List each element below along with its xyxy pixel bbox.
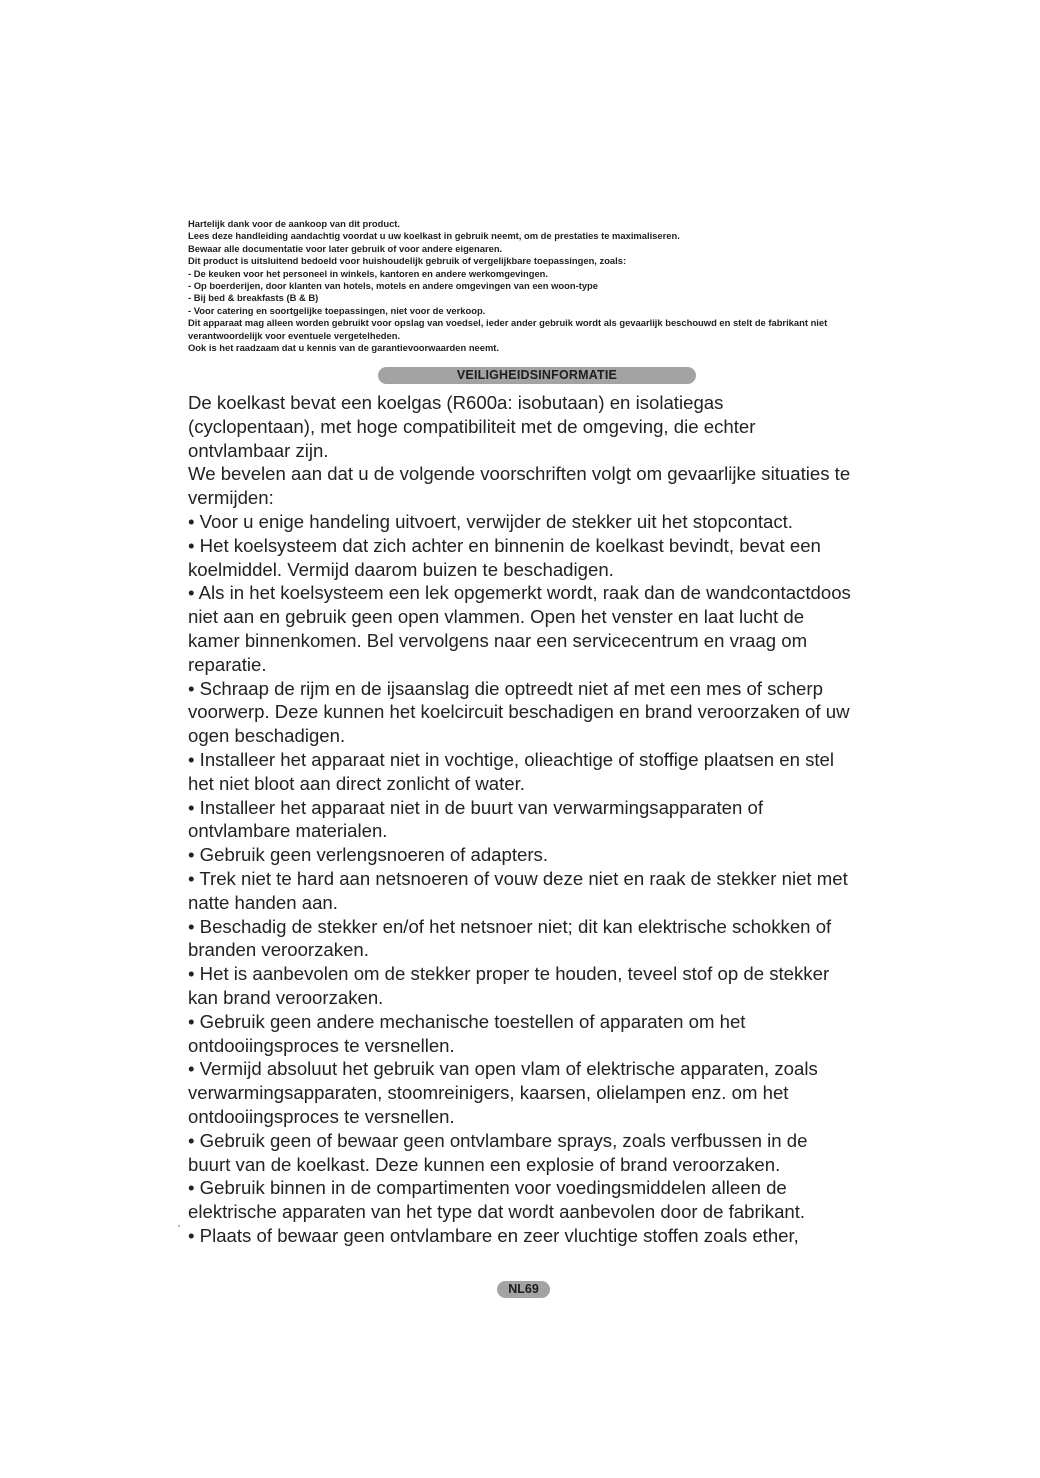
bullet-item: • Plaats of bewaar geen ontvlambare en zeer vluchtige stoffen zoals ether, xyxy=(188,1224,799,1246)
intro-line: Dit apparaat mag alleen worden gebruikt voor opslag van voedsel, ieder ander gebruik wordt als gevaarlijk beschouwd en stelt de fabrikant niet verantwoordelijk voor eventuele vergetelheden. xyxy=(188,317,828,341)
intro-line: Dit product is uitsluitend bedoeld voor huishoudelijk gebruik of vergelijkbare toepassingen, zoals: xyxy=(188,255,627,267)
stray-mark: · xyxy=(177,1218,181,1232)
bullet-item: • Voor u enige handeling uitvoert, verwijder de stekker uit het stopcontact. xyxy=(188,510,793,532)
bullet-item: • Beschadig de stekker en/of het netsnoer niet; dit kan elektrische schokken of branden veroorzaken. xyxy=(188,915,832,961)
bullet-item: • Het koelsysteem dat zich achter en binnenin de koelkast bevindt, bevat een koelmiddel. Vermijd daarom buizen te beschadigen. xyxy=(188,534,821,580)
section-title-safety: VEILIGHEIDSINFORMATIE xyxy=(378,367,696,384)
intro-line: Hartelijk dank voor de aankoop van dit product. xyxy=(188,218,401,229)
intro-line: Bewaar alle documentatie voor later gebruik of voor andere eigenaren. xyxy=(188,242,503,254)
bullet-item: • Als in het koelsysteem een lek opgemerkt wordt, raak dan de wandcontactdoos niet aan en gebruik geen open vlammen. Open het venster en laat lucht de kamer binnenkomen. Bel vervolgens naar een servicecentrum en vraag om reparatie. xyxy=(188,582,851,675)
bullet-item: • Het is aanbevolen om de stekker proper te houden, teveel stof op de stekker kan brand veroorzaken. xyxy=(188,963,830,1008)
bullet-item: • Gebruik geen andere mechanische toestellen of apparaten om het ontdooiingsproces te versnellen. xyxy=(188,1010,746,1056)
bullet-item: • Schraap de rijm en de ijsaanslag die optreedt niet af met een mes of scherp voorwerp. Deze kunnen het koelcircuit beschadigen en brand veroorzaken of uw ogen beschadigen. xyxy=(188,677,850,747)
intro-text xyxy=(188,218,858,354)
bullet-item: • Gebruik binnen in de compartimenten voor voedingsmiddelen alleen de elektrische apparaten van het type dat wordt aanbevolen door de fabrikant. xyxy=(188,1177,806,1223)
bullet-item: • Trek niet te hard aan netsnoeren of vouw deze niet en raak de stekker niet met natte handen aan. xyxy=(188,867,848,913)
intro-line: - Op boerderijen, door klanten van hotels, motels en andere omgevingen van een woon-type xyxy=(188,280,598,292)
intro-line: - De keuken voor het personeel in winkels, kantoren en andere werkomgevingen. xyxy=(188,267,549,279)
paragraph: De koelkast bevat een koelgas (R600a: isobutaan) en isolatiegas (cyclopentaan), met hoge compatibiliteit met de omgeving, die echter ontvlambaar zijn. xyxy=(188,392,756,461)
paragraph: We bevelen aan dat u de volgende voorschriften volgt om gevaarlijke situaties te vermijden: xyxy=(188,463,851,509)
bullet-item: • Gebruik geen verlengsnoeren of adapters. xyxy=(188,844,549,866)
bullet-item: • Gebruik geen of bewaar geen ontvlambare sprays, zoals verfbussen in de buurt van de koelkast. Deze kunnen een explosie of brand veroorzaken. xyxy=(188,1129,808,1175)
intro-line: - Bij bed & breakfasts (B & B) xyxy=(188,292,319,304)
bullet-item: • Vermijd absoluut het gebruik van open vlam of elektrische apparaten, zoals verwarmingsapparaten, stoomreinigers, kaarsen, olielampen enz. om het ontdooiingsproces te versnellen. xyxy=(188,1058,818,1127)
intro-line: Lees deze handleiding aandachtig voordat u uw koelkast in gebruik neemt, om de prestaties te maximaliseren. xyxy=(188,230,680,242)
bullet-item: • Installeer het apparaat niet in de buurt van verwarmingsapparaten of ontvlambare materialen. xyxy=(188,796,763,842)
page-number: NL69 xyxy=(497,1281,550,1298)
safety-body xyxy=(188,391,852,1248)
bullet-item: • Installeer het apparaat niet in vochtige, olieachtige of stoffige plaatsen en stel het niet bloot aan direct zonlicht of water. xyxy=(188,748,835,794)
intro-line: Ook is het raadzaam dat u kennis van de garantievoorwaarden neemt. xyxy=(188,342,500,354)
intro-line: - Voor catering en soortgelijke toepassingen, niet voor de verkoop. xyxy=(188,304,486,316)
